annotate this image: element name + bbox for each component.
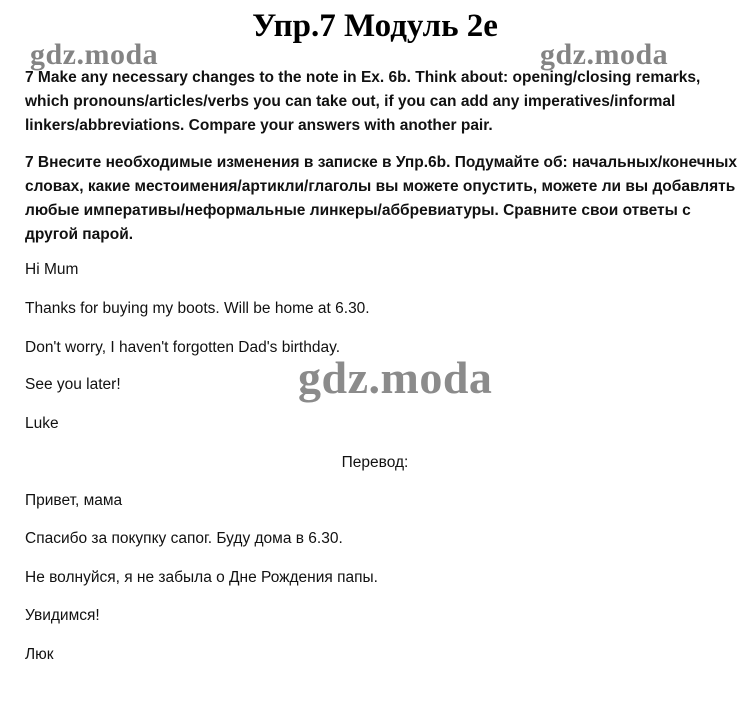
- note-line-farewell: See you later!: [25, 376, 121, 393]
- watermark: gdz.moda: [30, 38, 159, 71]
- note-line-thanks: Thanks for buying my boots. Will be home at 6.30.: [25, 300, 370, 317]
- watermark: gdz.moda: [540, 38, 669, 71]
- task-english: 7 Make any necessary changes to the note in Ex. 6b. Think about: opening/closing remarks, which pronouns/articles/verbs you can take out, if you can add any imperatives/informal linkers/abbreviations. Compare your answers with another pair.: [25, 69, 701, 134]
- task-russian: 7 Внесите необходимые изменения в записке в Упр.6b. Подумайте об: начальных/конечных словах, какие местоимения/артикли/глаголы вы можете опустить, можете ли вы добавлять любые императивы/неформальные линкеры/аббревиатуры. Сравните свои ответы с другой парой.: [25, 154, 737, 243]
- note-line-signature: Luke: [25, 415, 59, 432]
- translation-line-reassure: Не волнуйся, я не забыла о Дне Рождения папы.: [25, 569, 378, 586]
- translation-line-greeting: Привет, мама: [25, 492, 123, 509]
- page-title: Упр.7 Модуль 2е: [252, 8, 498, 44]
- note-line-greeting: Hi Mum: [25, 261, 79, 278]
- watermark: gdz.moda: [298, 352, 493, 403]
- note-line-reassure: Don't worry, I haven't forgotten Dad's birthday.: [25, 339, 341, 356]
- translation-line-thanks: Спасибо за покупку сапог. Буду дома в 6.30.: [25, 530, 343, 547]
- translation-line-farewell: Увидимся!: [25, 607, 100, 624]
- translation-label: Перевод:: [341, 454, 409, 471]
- translation-line-signature: Люк: [25, 646, 54, 663]
